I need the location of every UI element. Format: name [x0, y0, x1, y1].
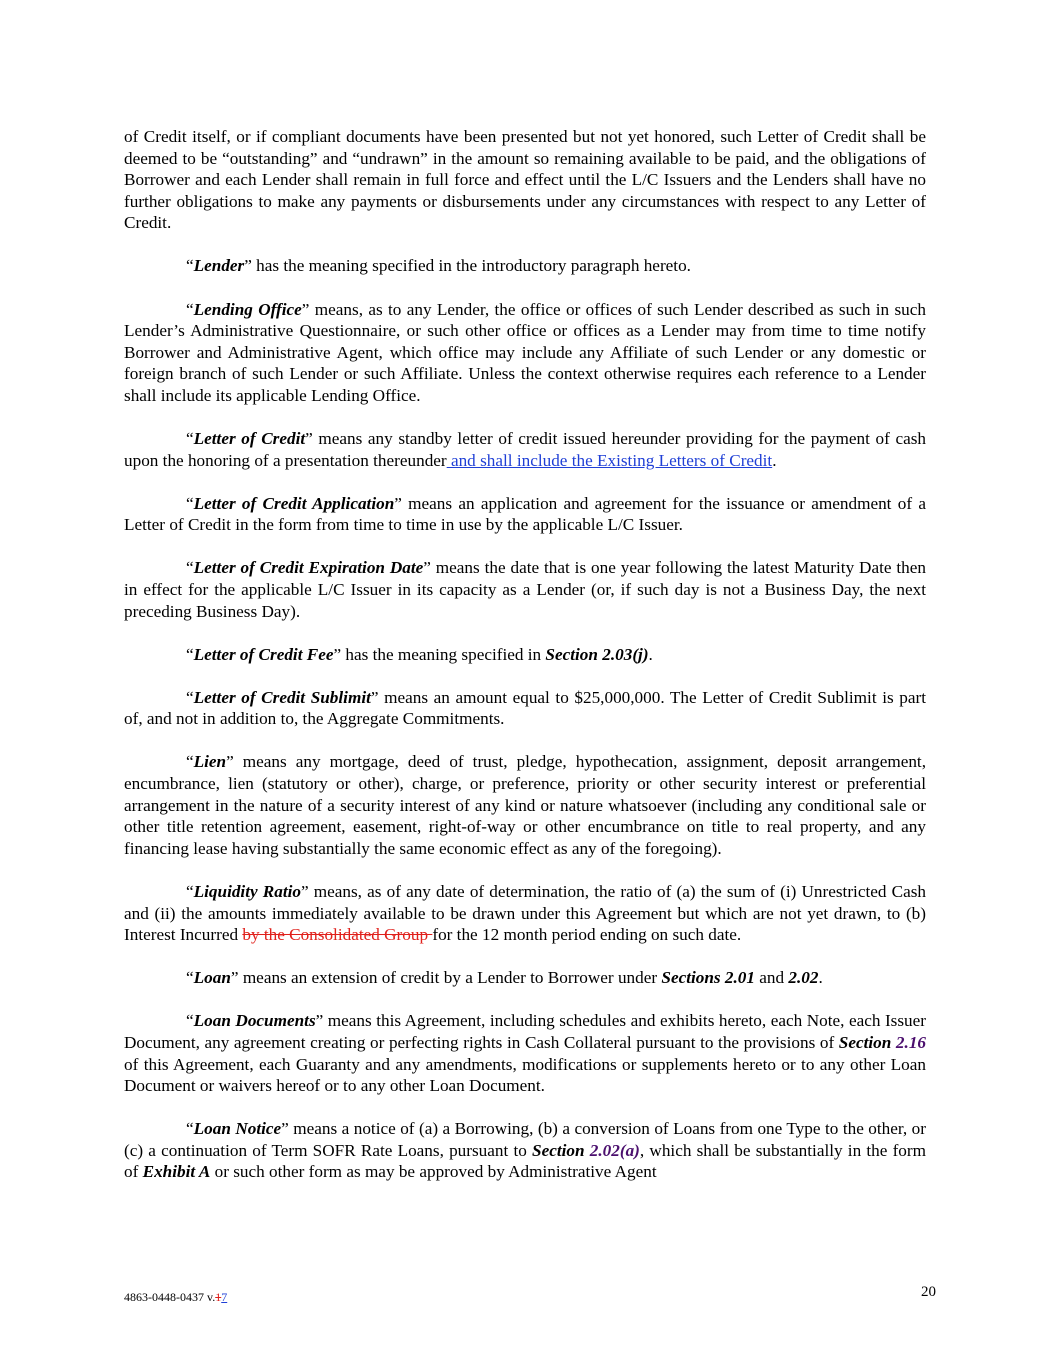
definition-lc-sublimit: “Letter of Credit Sublimit” means an amount equal to $25,000,000. The Letter of Credit Sublimit is part of, and not in addition to, the Aggregate Commitments. [124, 687, 926, 729]
document-body [124, 126, 926, 1204]
inserted-text: and shall include the Existing Letters of Credit [446, 450, 773, 470]
document-id: 4863-0448-0437 v.17 [124, 1290, 228, 1304]
definition-letter-of-credit: “Letter of Credit” means any standby letter of credit issued hereunder providing for the payment of cash upon the honoring of a presentation thereunder and shall include the Existing Letters of Credit. [124, 429, 926, 470]
section-reference: 2.02 [788, 968, 819, 988]
definition-lien: “Lien” means any mortgage, deed of trust, pledge, hypothecation, assignment, deposit arrangement, encumbrance, lien (statutory or other), charge, or preference, priority or other security interest or preferential arrangement in the nature of a security interest of any kind or nature whatsoever (including any conditional sale or other title retention agreement, easement, right-of-way or other encumbrance on title to real property, and any financing lease having substantially the same economic effect as any of the foregoing). [124, 752, 926, 858]
exhibit-reference: Exhibit A [142, 1162, 211, 1182]
page-number: 20 [921, 1284, 936, 1300]
section-reference-number: 2.02(a) [589, 1140, 640, 1160]
defined-term: Lien [193, 752, 227, 772]
section-reference: Section [532, 1140, 590, 1160]
defined-term: Lender [193, 256, 245, 276]
deleted-text: by the Consolidated Group [242, 925, 433, 945]
section-reference: Section 2.03(j) [545, 644, 649, 664]
section-reference: Section [838, 1032, 896, 1052]
defined-term: Letter of Credit [193, 429, 306, 449]
defined-term: Loan Documents [193, 1011, 316, 1031]
section-reference-number: 2.16 [895, 1032, 926, 1052]
definition-lc-fee: “Letter of Credit Fee” has the meaning specified in Section 2.03(j). [186, 644, 653, 664]
defined-term: Liquidity Ratio [193, 881, 301, 901]
defined-term: Letter of Credit Fee [193, 644, 334, 664]
definition-loan-documents: “Loan Documents” means this Agreement, including schedules and exhibits hereto, each Note, each Issuer Document, any agreement creating or perfecting rights in Cash Collateral pursuant to the provisions of Section 2.16 of this Agreement, each Guaranty and any amendments, modifications or supplements hereto or to any other Loan Document or waivers hereof or to any other Loan Document. [124, 1011, 926, 1096]
defined-term: Letter of Credit Sublimit [193, 687, 371, 707]
definition-loan-notice: “Loan Notice” means a notice of (a) a Borrowing, (b) a conversion of Loans from one Type to the other, or (c) a continuation of Term SOFR Rate Loans, pursuant to Section 2.02(a), which shall be substantially in the form of Exhibit A or such other form as may be approved by Administrative Agent [124, 1119, 926, 1182]
defined-term: Loan [193, 968, 231, 988]
definition-loan: “Loan” means an extension of credit by a Lender to Borrower under Sections 2.01 and 2.02. [186, 968, 823, 988]
definition-lc-application: “Letter of Credit Application” means an application and agreement for the issuance or amendment of a Letter of Credit in the form from time to time in use by the applicable L/C Issuer. [124, 493, 926, 535]
version-deleted: 1 [215, 1290, 222, 1304]
section-reference: Sections 2.01 [661, 968, 755, 988]
paragraph-continuation: of Credit itself, or if compliant documents have been presented but not yet honored, such Letter of Credit shall be deemed to be “outstanding” and “undrawn” in the amount so remaining available to be paid, and the obligations of Borrower and each Lender shall remain in full force and effect until the L/C Issuers and the Lenders shall have no further obligations to make any payments or disbursements under any circumstances with respect to any Letter of Credit. [124, 127, 926, 233]
definition-lending-office: “Lending Office” means, as to any Lender, the office or offices of such Lender described as such in such Lender’s Administrative Questionnaire, or such other office or offices as a Lender may from time to time notify Borrower and Administrative Agent, which office may include any Affiliate of such Lender or any domestic or foreign branch of such Lender or such Affiliate. Unless the context otherwise requires each reference to a Lender shall include its applicable Lending Office. [124, 299, 926, 405]
defined-term: Letter of Credit Application [193, 493, 395, 513]
definition-lc-expiration-date: “Letter of Credit Expiration Date” means the date that is one year following the latest Maturity Date then in effect for the applicable L/C Issuer in its capacity as a Lender (or, if such day is not a Business Day, the next preceding Business Day). [124, 558, 926, 621]
defined-term: Lending Office [193, 299, 302, 319]
version-inserted: 7 [221, 1290, 228, 1304]
defined-term: Letter of Credit Expiration Date [193, 558, 424, 578]
definition-liquidity-ratio: “Liquidity Ratio” means, as of any date of determination, the ratio of (a) the sum of (i) Unrestricted Cash and (ii) the amounts immediately available to be drawn under this Agreement but which are not yet drawn, to (b) Interest Incurred by the Consolidated Group for the 12 month period ending on such date. [124, 881, 926, 945]
definition-lender: “Lender” has the meaning specified in the introductory paragraph hereto. [186, 256, 691, 276]
defined-term: Loan Notice [193, 1119, 282, 1139]
